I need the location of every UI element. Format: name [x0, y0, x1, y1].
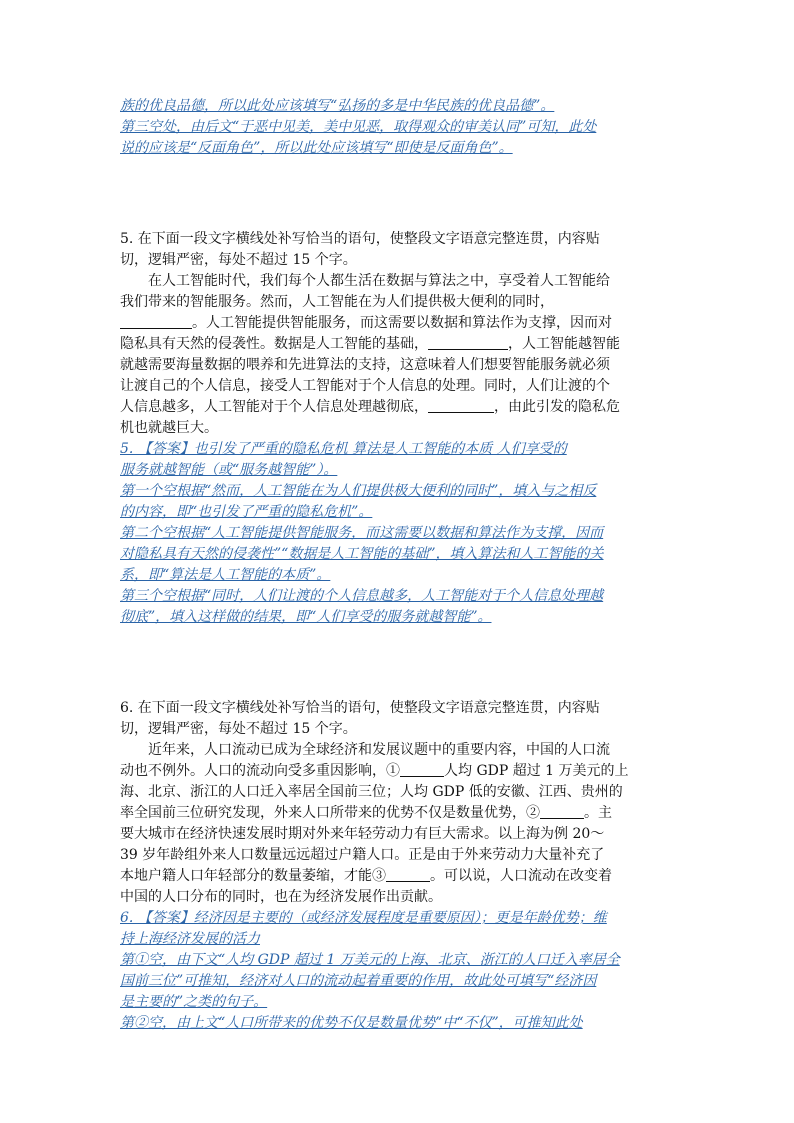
- q6-answer-line: 第②空，由上文“人口所带来的优势不仅是数量优势”中“不仅”，可推知此处: [120, 1015, 583, 1031]
- q5-answer-line: 第一个空根据“然而，人工智能在为人们提供极大便利的同时”，填入与之相反: [120, 483, 597, 499]
- q5-question-line: 5. 在下面一段文字横线处补写恰当的语句，使整段文字语意完整连贯，内容贴: [120, 231, 600, 247]
- q6-answer-line: 持上海经济发展的活力: [120, 931, 260, 947]
- answer-line: 族的优良品德，所以此处应该填写“弘扬的多是中华民族的优良品德”。: [120, 98, 555, 114]
- q6-answer-line: 国前三位”可推知，经济对人口的流动起着重要的作用，故此处可填写“经济因: [120, 973, 597, 989]
- blank-3: [386, 867, 430, 882]
- q6-passage-line: 39 岁年龄组外来人口数量远远超过户籍人口。正是由于外来劳动力大量补充了: [120, 847, 605, 863]
- q5-passage-line: 机也就越巨大。: [120, 420, 218, 436]
- q5-answer-line: 的内容，即“也引发了严重的隐私危机”。: [120, 504, 373, 520]
- blank-1: [400, 762, 444, 777]
- q6-answer-line: 是主要的”之类的句子。: [120, 994, 268, 1010]
- q5-answer-line: 服务就越智能（或“服务越智能”）。: [120, 462, 338, 478]
- blank-2: [540, 804, 584, 819]
- q5-passage-line: 在人工智能时代，我们每个人都生活在数据与算法之中，享受着人工智能给: [148, 273, 610, 289]
- q6-passage-line: 近年来，人口流动已成为全球经济和发展议题中的重要内容，中国的人口流: [148, 742, 610, 758]
- q5-passage-line: 。人工智能提供智能服务，而这需要以数据和算法作为支撑，因而对: [120, 313, 676, 334]
- q6-passage-line: 率全国前三位研究发现，外来人口所带来的优势不仅是数量优势，② 。主: [120, 805, 612, 821]
- q6-passage-line: 中国的人口分布的同时，也在为经济发展作出贡献。: [120, 889, 442, 905]
- answer-line: 说的应该是“反面角色”，所以此处应该填写“即使是反面角色”。: [120, 140, 513, 156]
- q5-answer-line: 对隐私具有天然的侵袭性”“数据是人工智能的基础”，填入算法和人工智能的关: [120, 546, 604, 562]
- q6-question-line: 6. 在下面一段文字横线处补写恰当的语句，使整段文字语意完整连贯，内容贴: [120, 700, 600, 716]
- q5-passage-line: 就越需要海量数据的喂养和先进算法的支持，这意味着人们想要智能服务就必须: [120, 357, 610, 373]
- q6-passage-line: 海、北京、浙江的人口迁入率居全国前三位；人均 GDP 低的安徽、江西、贵州的: [120, 784, 623, 800]
- q6-passage-line: 本地户籍人口年轻部分的数量萎缩，才能③ 。可以说，人口流动在改变着: [120, 868, 612, 884]
- answer-line: 第三空处，由后文“于恶中见美，美中见恶，取得观众的审美认同”可知，此处: [120, 119, 597, 135]
- q5-passage-line: 让渡自己的个人信息，接受人工智能对于个人信息的处理。同时，人们让渡的个: [120, 378, 610, 394]
- q5-answer-line: 第三个空根据“同时，人们让渡的个人信息越多，人工智能对于个人信息处理越: [120, 588, 604, 604]
- q6-passage-line: 动也不例外。人口的流动向受多重因影响，① 人均 GDP 超过 1 万美元的上: [120, 763, 629, 779]
- q5-answer-line: 系，即“算法是人工智能的本质”。: [120, 567, 331, 583]
- q5-passage-line: 隐私具有天然的侵袭性。数据是人工智能的基础， ，人工智能越智能: [120, 336, 620, 352]
- q5-answer-line: 彻底”，填入这样做的结果，即“人们享受的服务就越智能”。: [120, 609, 492, 625]
- q6-question-line: 切，逻辑严密，每处不超过 15 个字。: [120, 721, 357, 737]
- q5-passage-line: 我们带来的智能服务。然而，人工智能在为人们提供极大便利的同时，: [120, 294, 554, 310]
- document-page: [120, 96, 676, 1034]
- q6-answer-line: 第①空，由下文“人均 GDP 超过 1 万美元的上海、北京、浙江的人口迁入率居全: [120, 952, 620, 968]
- q5-answer-line: 第二个空根据“人工智能提供智能服务，而这需要以数据和算法作为支撑，因而: [120, 525, 604, 541]
- q5-answer-line: 5. 【答案】也引发了严重的隐私危机 算法是人工智能的本质 人们享受的: [120, 441, 567, 457]
- q6-passage-line: 要大城市在经济快速发展时期对外来年轻劳动力有巨大需求。以上海为例 20～: [120, 826, 605, 842]
- q5-passage-line: 人信息越多，人工智能对于个人信息处理越彻底， ，由此引发的隐私危: [120, 399, 620, 415]
- blank-3: [428, 398, 494, 413]
- q5-question-line: 切，逻辑严密，每处不超过 15 个字。: [120, 252, 357, 268]
- q6-answer-line: 6. 【答案】经济因是主要的（或经济发展程度是重要原因）；更是年龄优势；维: [120, 910, 607, 926]
- blank-2: [428, 335, 508, 350]
- blank-1: [120, 314, 192, 329]
